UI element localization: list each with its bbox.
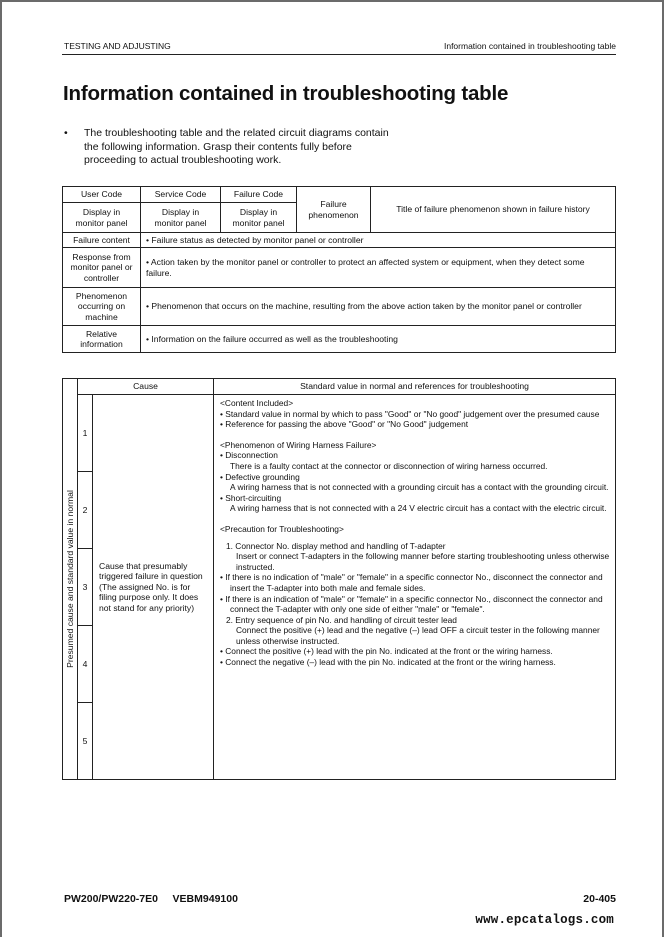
footer-page-number: 20-405 bbox=[583, 893, 616, 905]
content-included-title: <Content Included> bbox=[220, 398, 294, 408]
user-code-desc: Display in monitor panel bbox=[63, 203, 141, 233]
precaution-item-2b: • Connect the negative (–) lead with the pin No. indicated at the front or the wiring harness. bbox=[220, 657, 556, 668]
content-item-2: • Reference for passing the above "Good" or "No Good" judgement bbox=[220, 419, 469, 430]
phenomenon-desc: • Phenomenon that occurs on the machine, resulting from the above action taken by the monitor panel or controller bbox=[141, 288, 616, 326]
relative-info-label: Relative information bbox=[63, 326, 141, 353]
footer-model: PW200/PW220-7E0 VEBM949100 bbox=[64, 893, 238, 905]
cause-header: Cause bbox=[78, 379, 214, 395]
wiring-short-circuiting-desc: A wiring harness that is not connected with a 24 V electric circuit has a contact with the electric circuit. bbox=[230, 503, 607, 514]
response-label: Response from monitor panel or controller bbox=[63, 248, 141, 288]
wiring-defective-grounding: • Defective grounding bbox=[220, 471, 300, 482]
cause-table bbox=[62, 378, 616, 780]
precaution-item-1-desc: Insert or connect T-adapters in the following manner before starting troubleshooting unless otherwise instructed. bbox=[236, 551, 610, 572]
standard-value-header: Standard value in normal and references for troubleshooting bbox=[214, 379, 616, 395]
failure-phenomenon-header: Failure phenomenon bbox=[297, 187, 371, 233]
cause-number-1: 1 bbox=[78, 395, 93, 472]
cause-number-5: 5 bbox=[78, 703, 93, 780]
phenomenon-label: Phenomenon occurring on machine bbox=[63, 288, 141, 326]
failure-code-header: Failure Code bbox=[221, 187, 297, 203]
precaution-item-2a: • Connect the positive (+) lead with the pin No. indicated at the front or the wiring harness. bbox=[220, 646, 553, 657]
info-table bbox=[62, 186, 616, 353]
failure-code-desc: Display in monitor panel bbox=[221, 203, 297, 233]
cause-number-4: 4 bbox=[78, 626, 93, 703]
precaution-item-1b: • If there is an indication of "male" or "female" in a specific connector No., disconnect the connector and connect the T-adapter with only one side of either "male" or "female". bbox=[220, 593, 603, 615]
page-frame-left bbox=[0, 0, 2, 937]
running-header-right: Information contained in troubleshooting table bbox=[443, 41, 616, 51]
precaution-title: <Precaution for Troubleshooting> bbox=[220, 523, 344, 534]
running-header-left: TESTING AND ADJUSTING bbox=[64, 41, 171, 51]
presumed-cause-vertical-label bbox=[63, 379, 78, 780]
precaution-item-2-desc: Connect the positive (+) lead and the negative (–) lead OFF a circuit tester in the following manner unless otherwise instructed. bbox=[236, 625, 600, 646]
precaution-item-1: 1. Connector No. display method and handling of T-adapter bbox=[226, 540, 446, 551]
failure-content-label: Failure content bbox=[63, 233, 141, 248]
vertical-label-text: Presumed cause and standard value in normal bbox=[64, 490, 75, 668]
precaution-item-1a: • If there is no indication of "male" or "female" in a specific connector No., disconnect the connector and insert the T-adapter into both male and female sides. bbox=[220, 572, 603, 593]
page-frame-top bbox=[0, 0, 664, 2]
intro-bullet: • bbox=[64, 127, 68, 139]
service-code-desc: Display in monitor panel bbox=[141, 203, 221, 233]
wiring-disconnection: • Disconnection bbox=[220, 450, 278, 461]
user-code-header: User Code bbox=[63, 187, 141, 203]
response-desc: • Action taken by the monitor panel or controller to protect an affected system or equipment, when they detect some failure. bbox=[141, 248, 616, 288]
wiring-defective-grounding-desc: A wiring harness that is not connected with a grounding circuit has a contact with the grounding circuit. bbox=[230, 482, 609, 493]
standard-value-content bbox=[214, 395, 616, 780]
cause-description: Cause that presumably triggered failure in question (The assigned No. is for filing purpose only. It does not stand for any priority) bbox=[93, 395, 214, 780]
failure-content-desc: • Failure status as detected by monitor panel or controller bbox=[141, 233, 616, 248]
wiring-failure-title: <Phenomenon of Wiring Harness Failure> bbox=[220, 439, 377, 450]
intro-text: The troubleshooting table and the related circuit diagrams contain the following information. Grasp their contents fully before proceeding to actual troubleshooting work. bbox=[84, 127, 389, 166]
wiring-short-circuiting: • Short-circuiting bbox=[220, 492, 282, 503]
cause-number-3: 3 bbox=[78, 549, 93, 626]
cause-number-2: 2 bbox=[78, 472, 93, 549]
page-title: Information contained in troubleshooting table bbox=[63, 82, 509, 105]
relative-info-desc: • Information on the failure occurred as well as the troubleshooting bbox=[141, 326, 616, 353]
watermark: www.epcatalogs.com bbox=[475, 913, 614, 927]
wiring-disconnection-desc: There is a faulty contact at the connector or disconnection of wiring harness occurred. bbox=[230, 460, 548, 471]
intro-paragraph bbox=[64, 127, 394, 168]
header-rule bbox=[62, 54, 616, 55]
service-code-header: Service Code bbox=[141, 187, 221, 203]
precaution-item-2: 2. Entry sequence of pin No. and handling of circuit tester lead bbox=[226, 614, 457, 625]
content-item-1: • Standard value in normal by which to pass "Good" or "No good" judgement over the presumed cause bbox=[220, 408, 600, 419]
failure-title-desc: Title of failure phenomenon shown in failure history bbox=[371, 187, 616, 233]
